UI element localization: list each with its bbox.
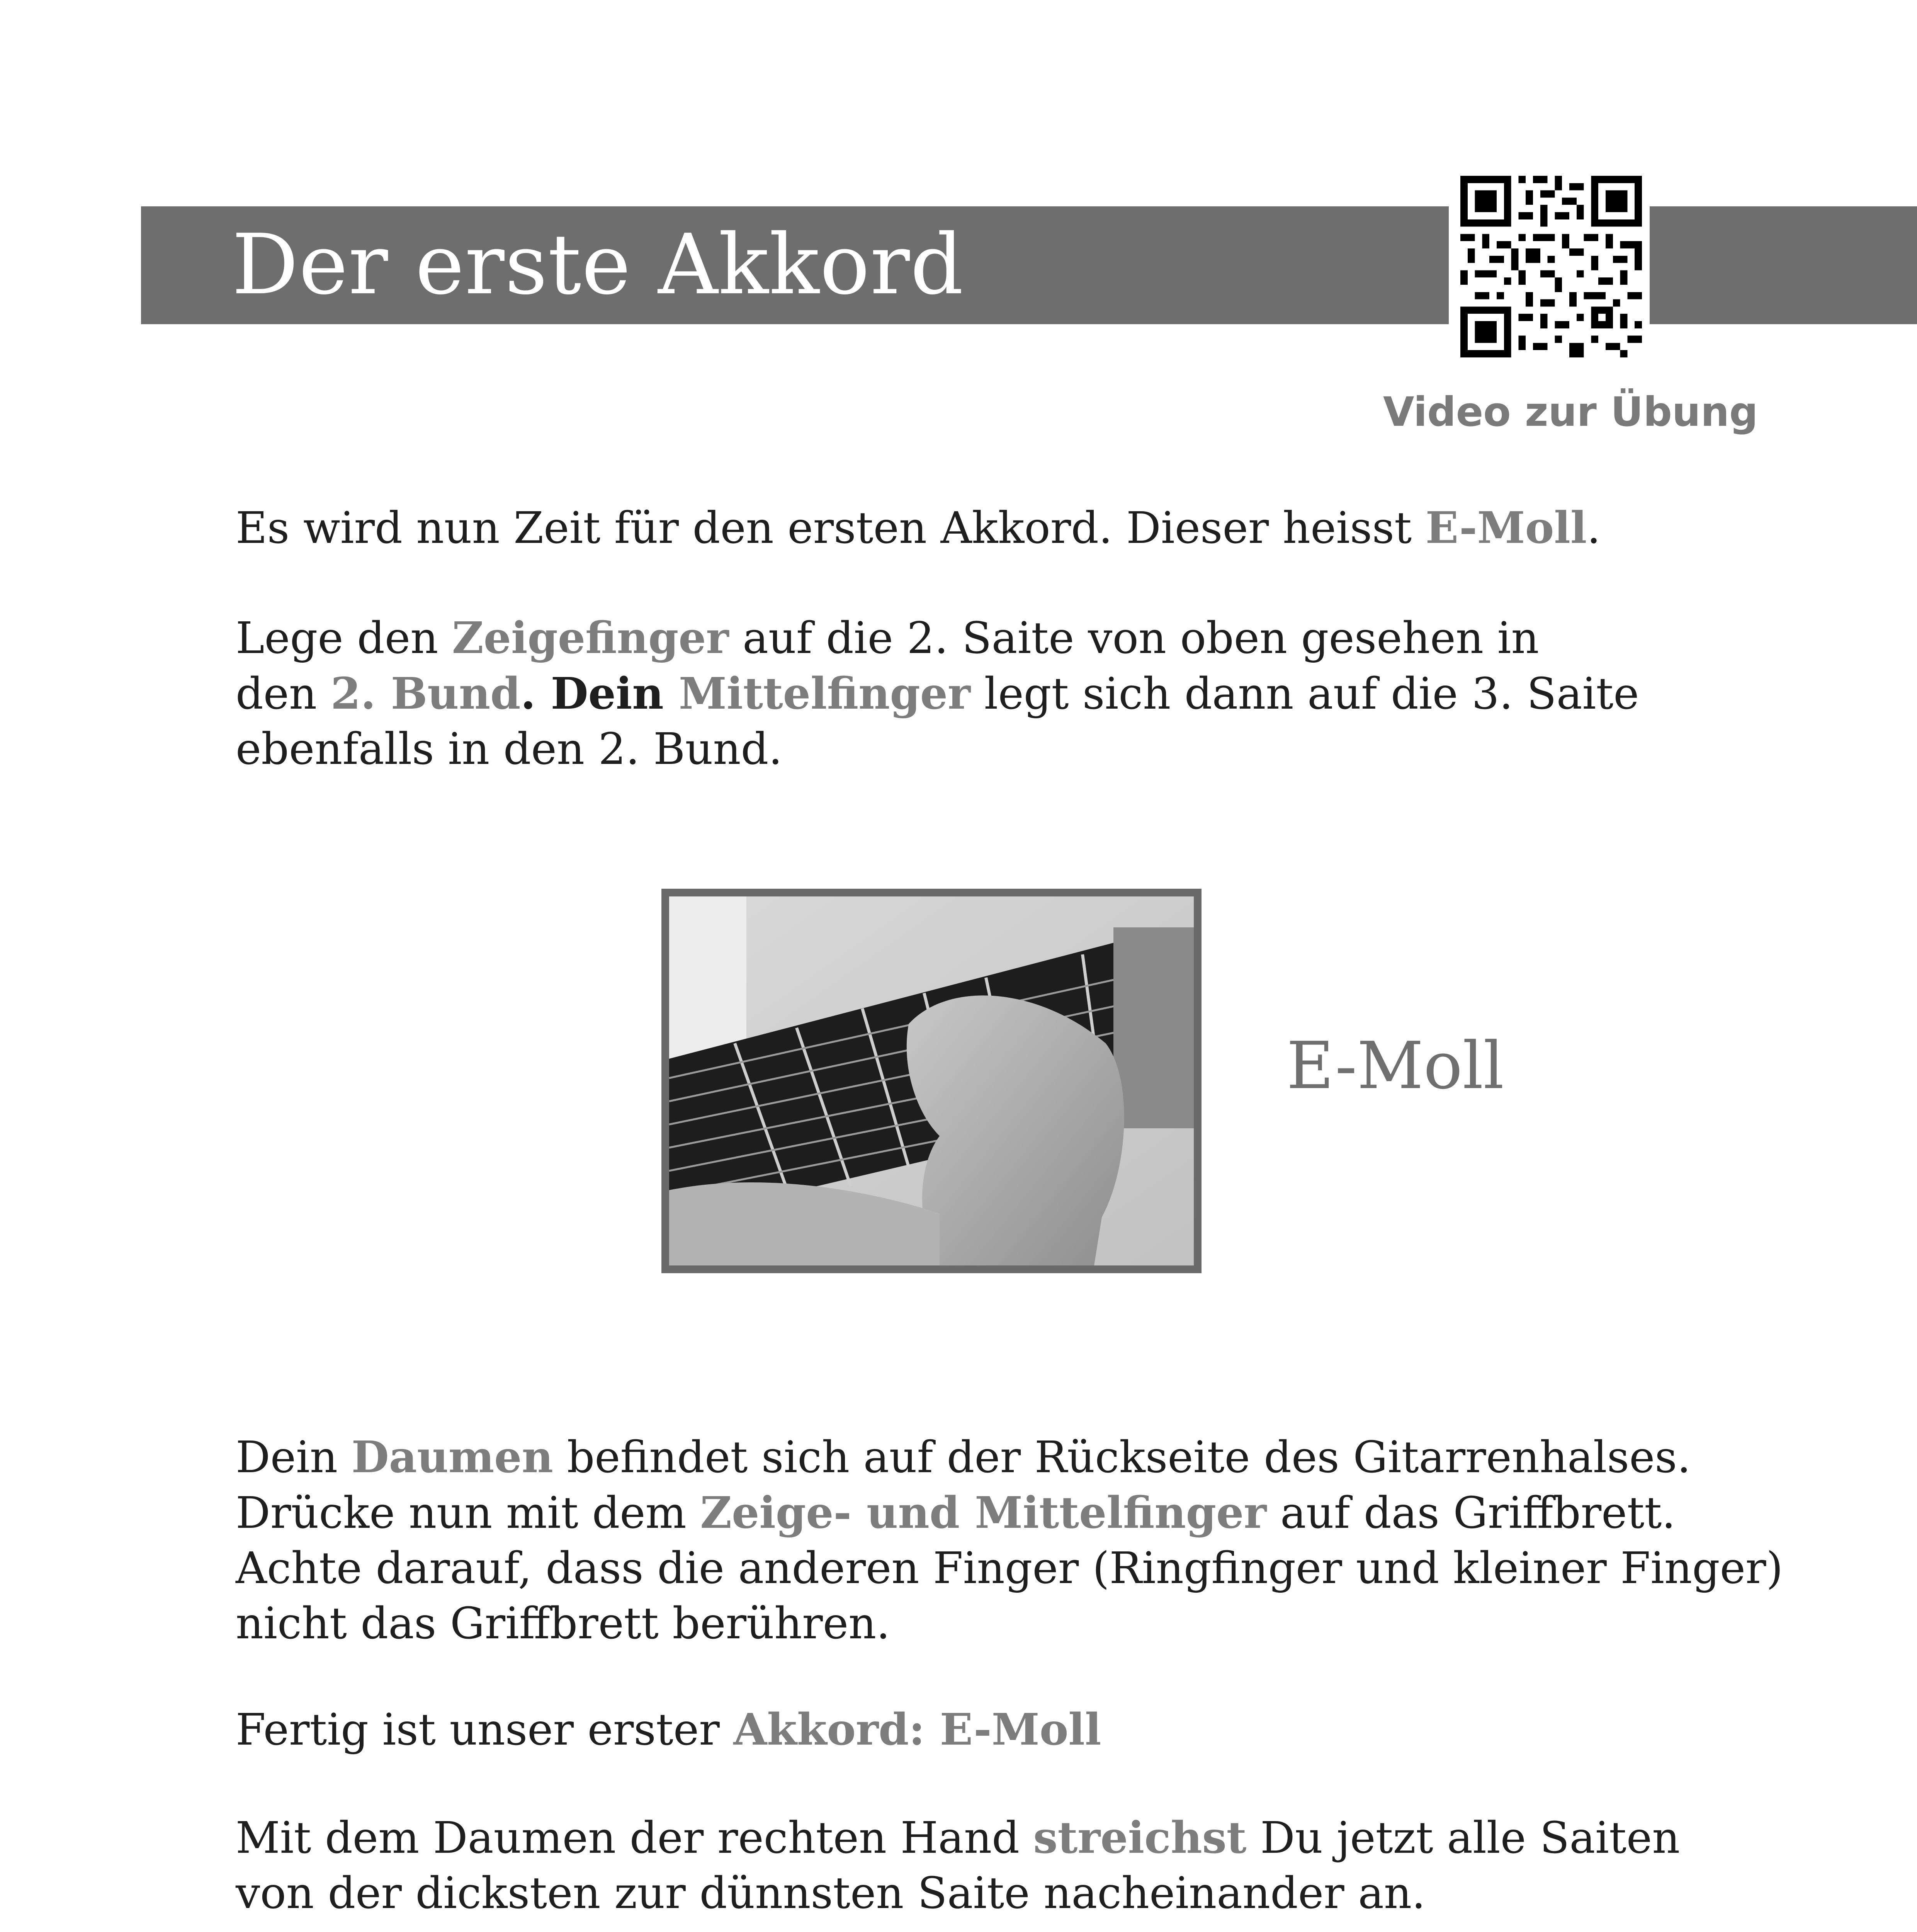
fretboard-photo bbox=[669, 896, 1194, 1265]
highlight-zeige-mittelfinger: Zeige- und Mittelfinger bbox=[700, 1488, 1267, 1538]
thumb-line-1 bbox=[236, 1430, 1783, 1485]
text: . Dein bbox=[520, 668, 679, 719]
highlight-mittelfinger: Mittelfinger bbox=[678, 668, 971, 719]
thumb-line-2 bbox=[236, 1485, 1783, 1541]
video-link-label[interactable]: Video zur Übung bbox=[1383, 388, 1758, 435]
text: Lege den bbox=[236, 613, 452, 663]
thumb-line-3: Achte darauf, dass die anderen Finger (Ringfinger und kleiner Finger) bbox=[236, 1543, 1783, 1594]
highlight-e-moll: E-Moll bbox=[1425, 503, 1587, 553]
text: Dein bbox=[236, 1432, 352, 1483]
done-paragraph bbox=[236, 1702, 1101, 1758]
highlight-akkord-e-moll: Akkord: E-Moll bbox=[733, 1704, 1101, 1755]
text: legt sich dann auf die 3. Saite bbox=[970, 669, 1639, 719]
strum-line-2: von der dicksten zur dünnsten Saite nacheinander an. bbox=[236, 1868, 1426, 1918]
thumb-paragraph bbox=[236, 1430, 1783, 1651]
intro-paragraph bbox=[236, 500, 1601, 556]
instruction-line-2 bbox=[236, 666, 1639, 722]
page-title: Der erste Akkord bbox=[232, 216, 964, 313]
text: Mit dem Daumen der rechten Hand bbox=[236, 1813, 1033, 1863]
instruction-line-3: ebenfalls in den 2. Bund. bbox=[236, 724, 782, 774]
strum-paragraph bbox=[236, 1810, 1680, 1921]
text: auf die 2. Saite von oben gesehen in bbox=[729, 613, 1539, 663]
highlight-bund: 2. Bund bbox=[330, 668, 521, 719]
qr-code-icon[interactable] bbox=[1460, 176, 1642, 357]
highlight-zeigefinger: Zeigefinger bbox=[452, 613, 729, 663]
text: befindet sich auf der Rückseite des Gitarrenhalses. bbox=[553, 1432, 1691, 1483]
highlight-daumen: Daumen bbox=[351, 1432, 553, 1483]
text: Fertig ist unser erster bbox=[236, 1705, 734, 1755]
instruction-line-1 bbox=[236, 611, 1639, 666]
text: auf das Griffbrett. bbox=[1266, 1488, 1676, 1538]
strum-line-1 bbox=[236, 1810, 1680, 1866]
text: Du jetzt alle Saiten bbox=[1246, 1813, 1680, 1863]
text: Drücke nun mit dem bbox=[236, 1488, 700, 1538]
highlight-streichst: streichst bbox=[1033, 1813, 1247, 1863]
thumb-line-4: nicht das Griffbrett berühren. bbox=[236, 1599, 890, 1649]
chord-caption: E-Moll bbox=[1286, 1028, 1504, 1104]
instruction-paragraph bbox=[236, 611, 1639, 777]
text: den bbox=[236, 669, 331, 719]
intro-text: Es wird nun Zeit für den ersten Akkord. Dieser heisst bbox=[236, 503, 1426, 553]
intro-text-end: . bbox=[1587, 503, 1601, 553]
